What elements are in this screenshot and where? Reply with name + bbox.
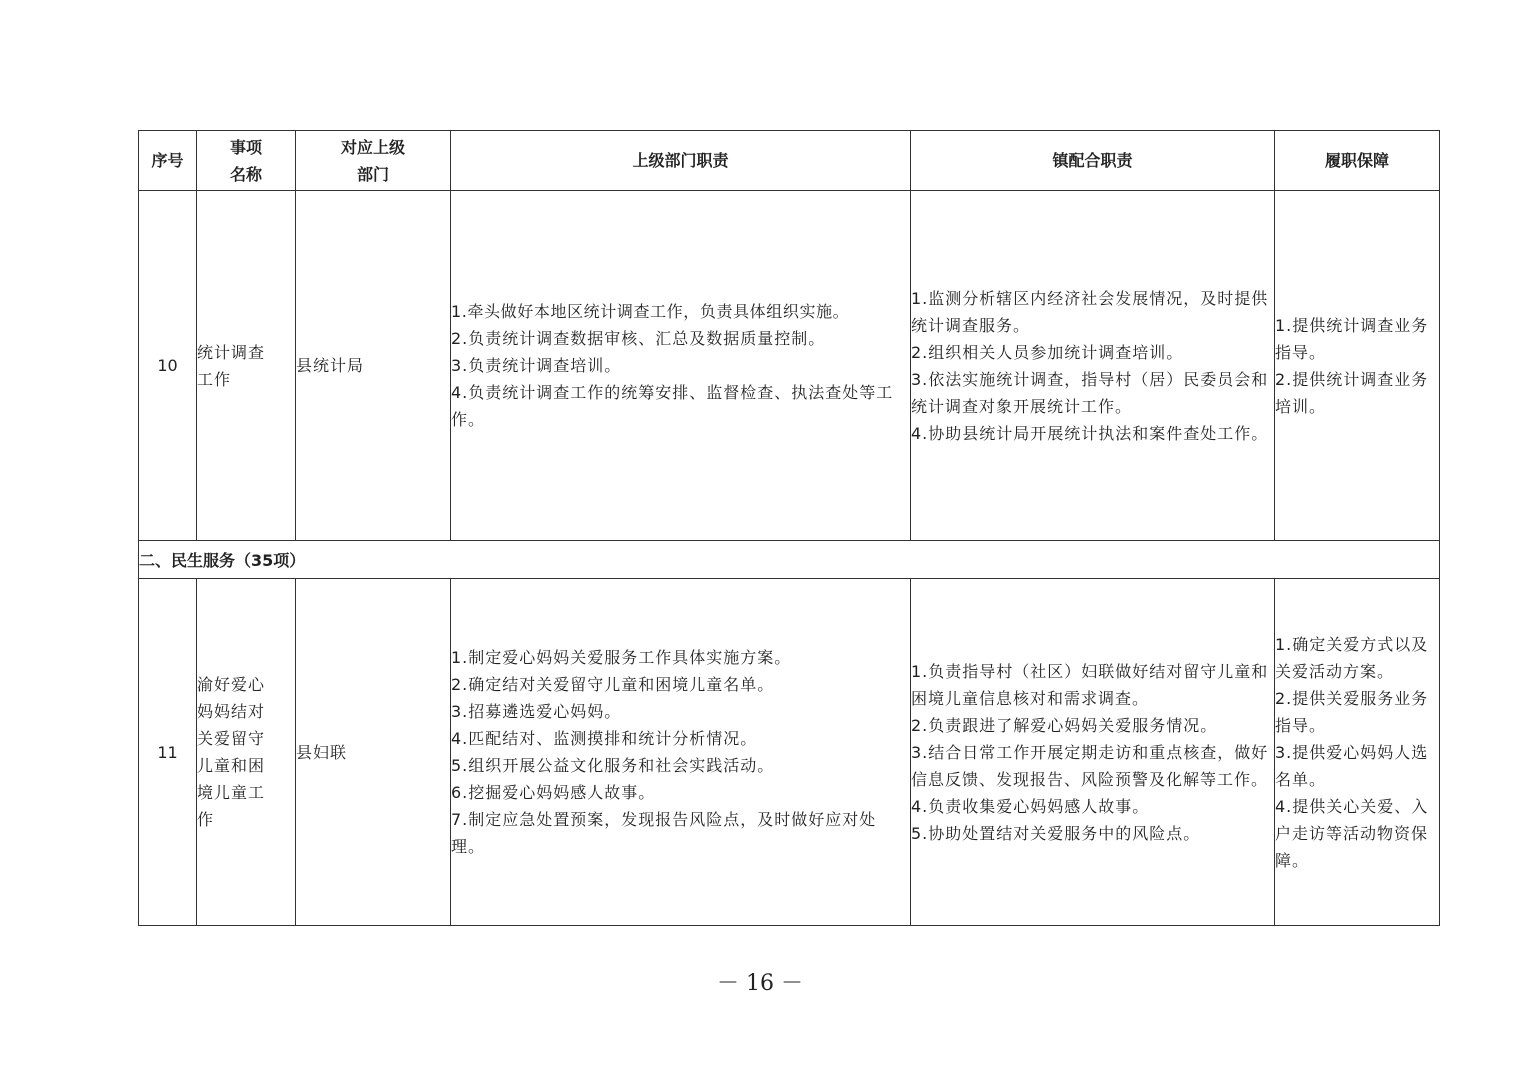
row11-town-item: 3.结合日常工作开展定期走访和重点核查，做好信息反馈、发现报告、风险预警及化解等工作。: [911, 742, 1269, 789]
row11-town-item: 5.协助处置结对关爱服务中的风险点。: [911, 823, 1201, 843]
header-dept-line2: 部门: [356, 164, 389, 184]
row11-town-duty: [911, 579, 1275, 926]
row11-guarantee-item: 3.提供爱心妈妈人选名单。: [1275, 742, 1429, 789]
row10-upper-item: 1.牵头做好本地区统计调查工作，负责具体组织实施。: [451, 302, 850, 321]
table-row: [139, 579, 1440, 926]
header-guarantee: 履职保障: [1275, 131, 1440, 191]
row10-town-item: 2.组织相关人员参加统计调查培训。: [911, 342, 1184, 362]
header-upper-dept: [296, 131, 451, 191]
row11-item-name: [197, 579, 296, 926]
row11-town-item: 2.负责跟进了解爱心妈妈关爱服务情况。: [911, 715, 1218, 735]
row10-town-item: 3.依法实施统计调查，指导村（居）民委员会和统计调查对象开展统计工作。: [911, 369, 1269, 416]
row10-town-duty: [911, 191, 1275, 541]
header-seq: 序号: [139, 131, 197, 191]
row10-guarantee-item: 1.提供统计调查业务指导。: [1275, 315, 1429, 362]
header-item-line1: 事项: [229, 137, 262, 157]
row11-upper-item: 7.制定应急处置预案，发现报告风险点，及时做好应对处理。: [451, 810, 877, 856]
row11-town-item: 1.负责指导村（社区）妇联做好结对留守儿童和困境儿童信息核对和需求调查。: [911, 661, 1269, 708]
row11-dept: 县妇联: [296, 579, 451, 926]
header-item-line2: 名称: [229, 164, 262, 184]
row11-upper-item: 2.确定结对关爱留守儿童和困境儿童名单。: [451, 675, 775, 694]
row11-upper-item: 1.制定爱心妈妈关爱服务工作具体实施方案。: [451, 648, 792, 667]
header-upper-duty: 上级部门职责: [451, 131, 911, 191]
row11-guarantee-item: 4.提供关心关爱、入户走访等活动物资保障。: [1275, 796, 1429, 870]
section-title: 二、民生服务（35项）: [139, 541, 1440, 579]
row10-dept: 县统计局: [296, 191, 451, 541]
row10-item-name-text: 统计调查工作: [197, 342, 266, 389]
row10-town-item: 1.监测分析辖区内经济社会发展情况，及时提供统计调查服务。: [911, 288, 1269, 335]
row11-upper-item: 5.组织开展公益文化服务和社会实践活动。: [451, 756, 775, 775]
header-town-duty: 镇配合职责: [911, 131, 1275, 191]
table-header-row: [139, 131, 1440, 191]
row11-seq: 11: [139, 579, 197, 926]
row10-guarantee-item: 2.提供统计调查业务培训。: [1275, 369, 1429, 416]
row11-upper-item: 4.匹配结对、监测摸排和统计分析情况。: [451, 729, 758, 748]
section-row: [139, 541, 1440, 579]
row11-item-name-text: 渝好爱心妈妈结对关爱留守儿童和困境儿童工作: [197, 675, 266, 829]
row11-guarantee-item: 1.确定关爱方式以及关爱活动方案。: [1275, 634, 1429, 681]
duty-table: [138, 130, 1440, 926]
row10-seq: 10: [139, 191, 197, 541]
row10-town-item: 4.协助县统计局开展统计执法和案件查处工作。: [911, 423, 1269, 443]
table-row: [139, 191, 1440, 541]
row10-upper-duty: [451, 191, 911, 541]
row11-town-item: 4.负责收集爱心妈妈感人故事。: [911, 796, 1150, 816]
row10-guarantee: [1275, 191, 1440, 541]
row11-upper-item: 6.挖掘爱心妈妈感人故事。: [451, 783, 656, 802]
row10-upper-item: 3.负责统计调查培训。: [451, 356, 622, 375]
row11-guarantee-item: 2.提供关爱服务业务指导。: [1275, 688, 1429, 735]
row10-upper-item: 2.负责统计调查数据审核、汇总及数据质量控制。: [451, 329, 826, 348]
row11-guarantee: [1275, 579, 1440, 926]
row11-upper-item: 3.招募遴选爱心妈妈。: [451, 702, 622, 721]
header-dept-line1: 对应上级: [340, 137, 405, 157]
row11-upper-duty: [451, 579, 911, 926]
page-number: － 16 －: [717, 971, 803, 996]
header-item-name: [197, 131, 296, 191]
row10-upper-item: 4.负责统计调查工作的统筹安排、监督检查、执法查处等工作。: [451, 383, 894, 429]
row10-item-name: [197, 191, 296, 541]
